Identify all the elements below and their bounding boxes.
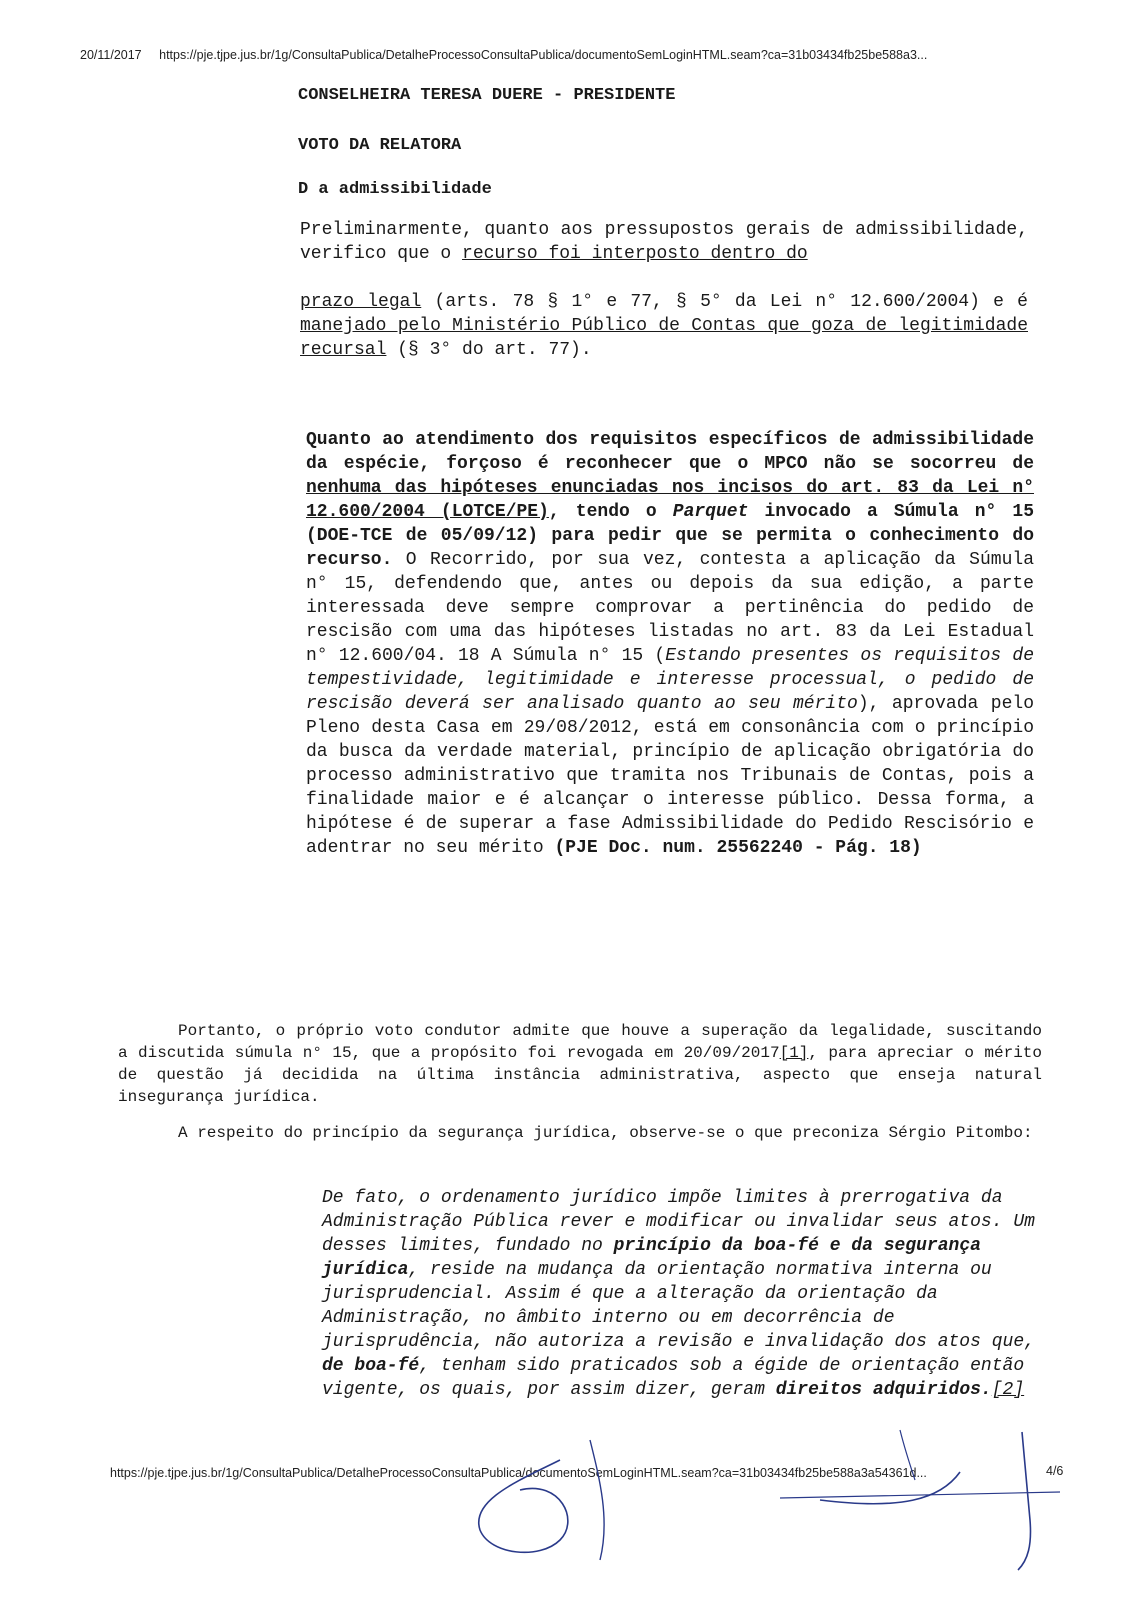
presidente-line: CONSELHEIRA TERESA DUERE - PRESIDENTE xyxy=(298,86,676,105)
footnote-ref-1[interactable]: [1] xyxy=(779,1044,809,1062)
p3-text-2: , para apreciar o mérito de questão já decidida na última instância administrativa, aspecto que enseja natural insegurança jurídica. xyxy=(118,1044,1043,1106)
quote-bold-2: de boa-fé xyxy=(322,1356,420,1376)
print-date: 20/11/2017 xyxy=(80,48,142,62)
p2-parquet: Parquet xyxy=(672,502,749,522)
print-url: https://pje.tjpe.jus.br/1g/ConsultaPublica/DetalheProcessoConsultaPublica/documentoSemLoginHTML.seam?ca=31b03434fb25be588a3... xyxy=(159,48,928,62)
paragraph-seguranca xyxy=(118,1122,1042,1144)
print-header xyxy=(80,48,1060,62)
p1-underline-3: manejado pelo Ministério Público de Contas que goza de legitimidade recursal xyxy=(300,316,1028,360)
p2-citation: (PJE Doc. num. 25562240 - Pág. 18) xyxy=(554,838,922,858)
p1-text-3: (§ 3° do art. 77). xyxy=(386,340,592,360)
paragraph-preliminar xyxy=(300,218,1028,362)
block-quote-pitombo xyxy=(322,1186,1042,1402)
p1-underline-2: prazo legal xyxy=(300,292,422,312)
page-number: 4/6 xyxy=(1046,1464,1064,1478)
paragraph-portanto xyxy=(118,1020,1042,1108)
p2-bold-1: Quanto ao atendimento dos requisitos específicos de admissibilidade da espécie, forçoso é reconhecer que o MPCO não se socorreu de xyxy=(306,430,1034,474)
paragraph-requisitos xyxy=(306,428,1034,860)
p2-italic-1: Estando presentes os requisitos de tempestividade, legitimidade e interesse processual, o pedido de rescisão deverá ser analisado quanto ao seu mérito xyxy=(306,646,1034,714)
voto-heading: VOTO DA RELATORA xyxy=(298,136,462,155)
p2-bold-3: invocado a Súmula n° 15 (DOE-TCE de 05/09/12) para pedir que se permita o conhecimento do recurso. xyxy=(306,502,1034,570)
p1-text-1: Preliminarmente, quanto aos pressupostos gerais de admissibilidade, verifico que o xyxy=(300,220,1028,264)
admissibilidade-heading: D a admissibilidade xyxy=(298,180,492,199)
quote-bold-1: princípio da boa-fé e da segurança jurídica xyxy=(322,1236,981,1280)
quote-text-2: , reside na mudança da orientação normativa interna ou jurisprudencial. Assim é que a alteração da orientação da Administração, no âmbito interno ou em decorrência de jurisprudência, não autoriza a revisão e invalidação dos atos que, xyxy=(322,1260,1035,1352)
p4-text: A respeito do princípio da segurança jurídica, observe-se o que preconiza Sérgio Pitombo: xyxy=(178,1124,1033,1142)
p2-bold-underline-1: nenhuma das hipóteses enunciadas nos incisos do art. 83 da Lei n° 12.600/2004 (LOTCE/PE) xyxy=(306,478,1034,522)
p2-bold-2: , tendo o xyxy=(548,502,673,522)
p3-text-1: Portanto, o próprio voto condutor admite que houve a superação da legalidade, suscitando a discutida súmula n° 15, que a propósito foi revogada em 20/09/2017 xyxy=(118,1022,1042,1062)
footnote-ref-2[interactable]: [2] xyxy=(991,1380,1025,1400)
p2-text-2: ), aprovada pelo Pleno desta Casa em 29/08/2012, está em consonância com o princípio da busca da verdade material, princípio de aplicação obrigatória do processo administrativo que tramita nos Tribunais de Contas, pois a finalidade maior e é alcançar o interesse público. Dessa forma, a hipótese é de superar a fase Admissibilidade do Pedido Rescisório e adentrar no seu mérito xyxy=(306,694,1035,858)
quote-text-1: De fato, o ordenamento jurídico impõe limites à prerrogativa da Administração Pública rever e modificar ou invalidar seus atos. Um desses limites, fundado no xyxy=(322,1188,1035,1256)
quote-bold-3: direitos adquiridos. xyxy=(775,1380,992,1400)
quote-text-3: , tenham sido praticados sob a égide de orientação então vigente, os quais, por assim dizer, geram xyxy=(322,1356,1025,1400)
print-footer-url: https://pje.tjpe.jus.br/1g/ConsultaPublica/DetalheProcessoConsultaPublica/documentoSemLoginHTML.seam?ca=31b03434fb25be588a3a54361d... xyxy=(110,1466,927,1480)
p1-underline-1: recurso foi interposto dentro do xyxy=(462,244,808,264)
p2-text-1: O Recorrido, por sua vez, contesta a aplicação da Súmula n° 15, defendendo que, antes ou depois da sua edição, a parte interessada deve sempre comprovar a pertinência do pedido de rescisão com uma das hipóteses listadas no art. 83 da Lei Estadual n° 12.600/04. 18 A Súmula n° 15 ( xyxy=(306,550,1034,666)
p1-text-2: (arts. 78 § 1° e 77, § 5° da Lei n° 12.600/2004) e é xyxy=(421,292,1028,312)
